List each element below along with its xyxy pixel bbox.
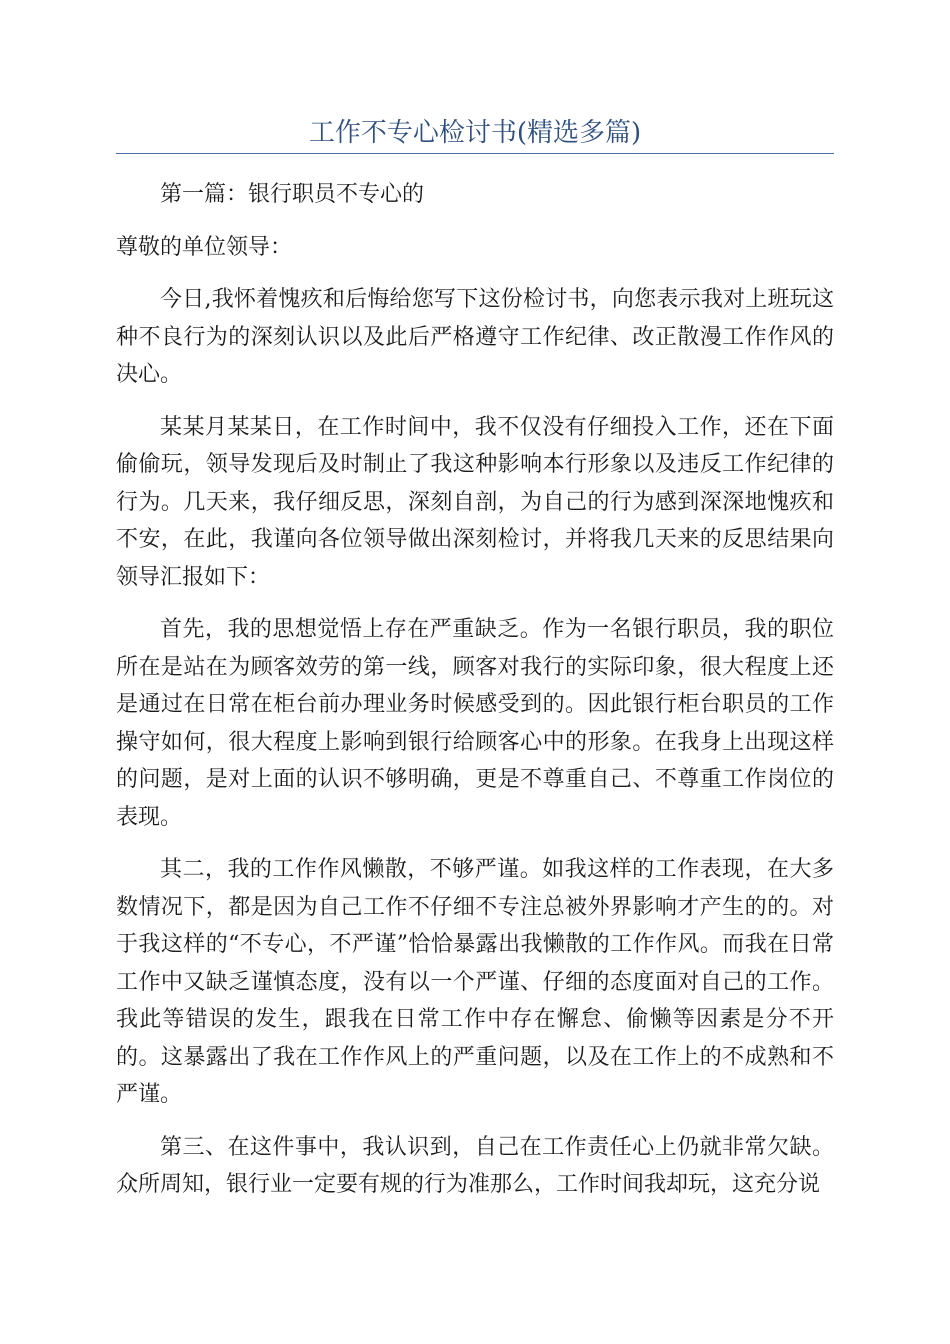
body-paragraph: 其二，我的工作作风懒散，不够严谨。如我这样的工作表现，在大多数情况下，都是因为自己工作不仔细不专注总被外界影响才产生的的。对于我这样的“不专心，不严谨”恰恰暴露出我懒散的工作作风。而我在日常工作中又缺乏谨慎态度，没有以一个严谨、仔细的态度面对自己的工作。我此等错误的发生，跟我在日常工作中存在懈怠、偷懒等因素是分不开的。这暴露出了我在工作作风上的严重问题，以及在工作上的不成熟和不严谨。 xyxy=(116,857,834,1107)
body-paragraph: 第三、在这件事中，我认识到，自己在工作责任心上仍就非常欠缺。众所周知，银行业一定要有规的行为准那么，工作时间我却玩，这充分说 xyxy=(116,1134,834,1197)
salutation: 尊敬的单位领导： xyxy=(116,234,293,260)
title-underline xyxy=(116,153,834,154)
body-paragraph: 首先，我的思想觉悟上存在严重缺乏。作为一名银行职员，我的职位所在是站在为顾客效劳的第一线，顾客对我行的实际印象，很大程度上还是通过在日常在柜台前办理业务时候感受到的。因此银行柜台职员的工作操守如何，很大程度上影响到银行给顾客心中的形象。在我身上出现这样的问题，是对上面的认识不够明确，更是不尊重自己、不尊重工作岗位的表现。 xyxy=(116,617,834,830)
document-body xyxy=(116,176,834,1204)
body-paragraph: 某某月某某日，在工作时间中，我不仅没有仔细投入工作，还在下面偷偷玩，领导发现后及时制止了我这种影响本行形象以及违反工作纪律的行为。几天来，我仔细反思，深刻自剖，为自己的行为感到深深地愧疚和不安，在此，我谨向各位领导做出深刻检讨，并将我几天来的反思结果向领导汇报如下： xyxy=(116,414,834,590)
section-heading: 第一篇：银行职员不专心的 xyxy=(160,182,425,207)
body-paragraph: 今日,我怀着愧疚和后悔给您写下这份检讨书，向您表示我对上班玩这种不良行为的深刻认识以及此后严格遵守工作纪律、改正散漫工作作风的决心。 xyxy=(116,287,834,387)
document-title: 工作不专心检讨书(精选多篇) xyxy=(308,118,642,148)
